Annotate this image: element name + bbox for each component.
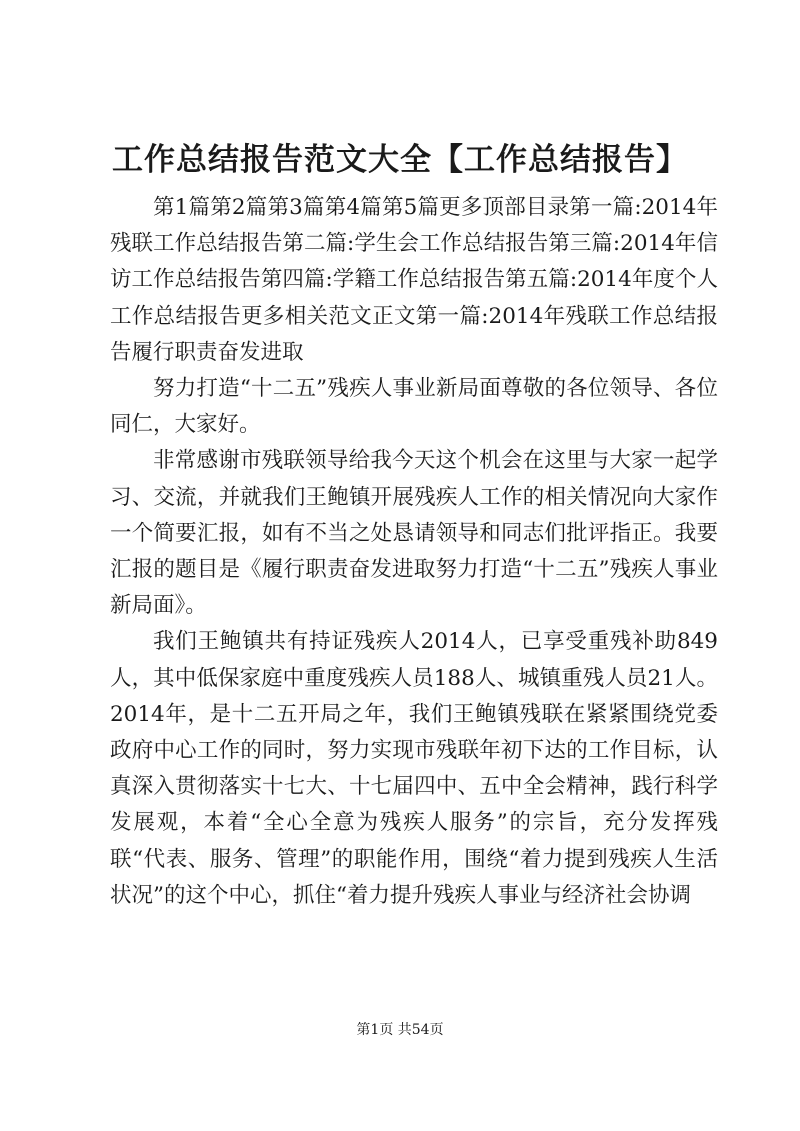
paragraph-toc: 第1篇第2篇第3篇第4篇第5篇更多顶部目录第一篇:2014年残联工作总结报告第二篇:学生会工作总结报告第三篇:2014年信访工作总结报告第四篇:学籍工作总结报告第五篇:2014年度个人工作总结报告更多相关范文正文第一篇:2014年残联工作总结报告履行职责奋发进取 [110, 195, 718, 365]
paragraph-thanks: 非常感谢市残联领导给我今天这个机会在这里与大家一起学习、交流，并就我们王鲍镇开展残疾人工作的相关情况向大家作一个简要汇报，如有不当之处恳请领导和同志们批评指正。我要汇报的题目是《履行职责奋发进取努力打造“十二五”残疾人事业新局面》。 [110, 448, 718, 619]
paragraph-greeting: 努力打造“十二五”残疾人事业新局面尊敬的各位领导、各位同仁，大家好。 [110, 376, 718, 438]
document-title: 工作总结报告范文大全【工作总结报告】 [112, 142, 688, 178]
document-body [110, 190, 718, 914]
paragraph-overview: 我们王鲍镇共有持证残疾人2014人，已享受重残补助849人，其中低保家庭中重度残疾人员188人、城镇重残人员21人。2014年，是十二五开局之年，我们王鲍镇残联在紧紧围绕党委政府中心工作的同时，努力实现市残联年初下达的工作目标，认真深入贯彻落实十七大、十七届四中、五中全会精神，践行科学发展观，本着“全心全意为残疾人服务”的宗旨，充分发挥残联“代表、服务、管理”的职能作用，围绕“着力提到残疾人生活状况”的这个中心，抓住“着力提升残疾人事业与经济社会协调 [110, 629, 718, 908]
page-number-footer: 第1页 共54页 [356, 1022, 444, 1038]
